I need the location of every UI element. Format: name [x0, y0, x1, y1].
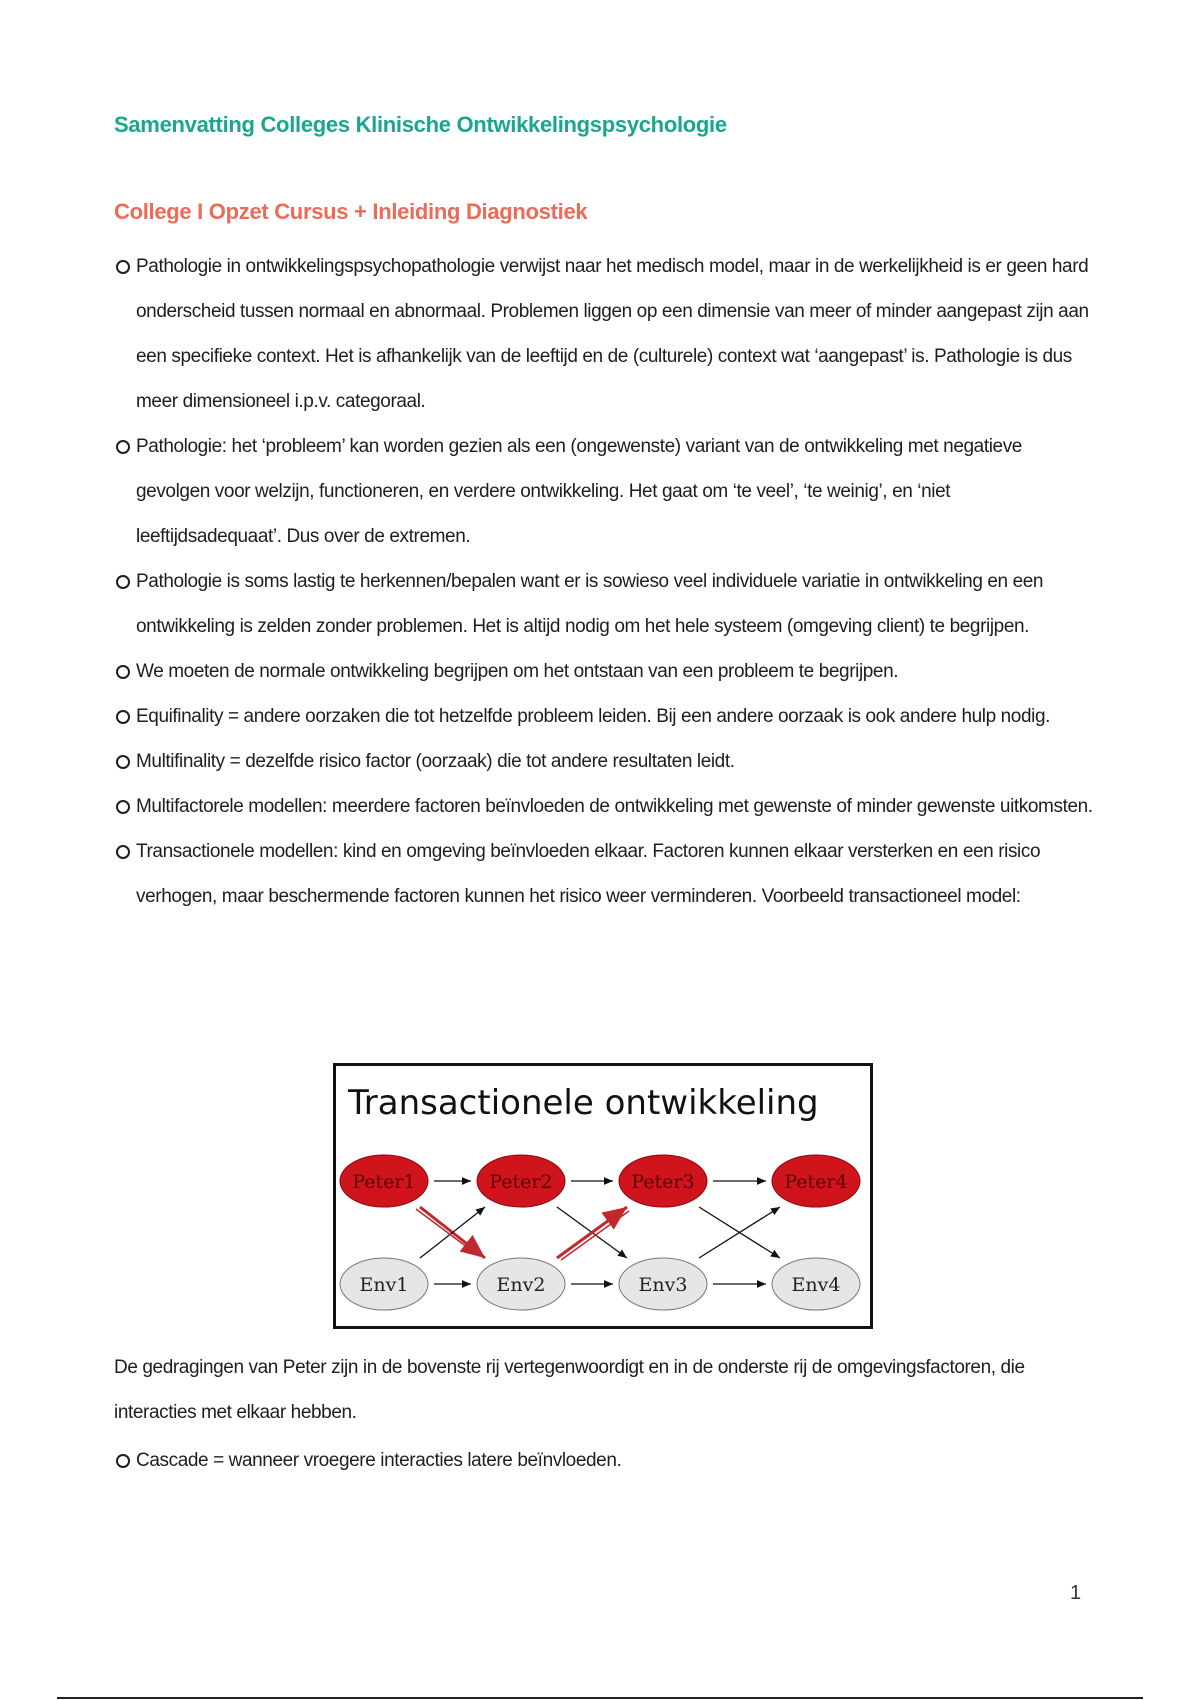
- cross-arrow-down-shadow: [416, 1209, 479, 1256]
- list-item-text: We moeten de normale ontwikkeling begrijpen om het ontstaan van een probleem te begrijpen.: [136, 661, 899, 682]
- circle-bullet-icon: [116, 710, 130, 724]
- list-item: [114, 694, 1094, 739]
- figure-title: Transactionele ontwikkeling: [348, 1083, 819, 1123]
- list-item-text: Cascade = wanneer vroegere interacties latere beïnvloeden.: [136, 1450, 622, 1471]
- peter-node-label: Peter3: [631, 1171, 695, 1193]
- list-item-text: Equifinality = andere oorzaken die tot hetzelfde probleem leiden. Bij een andere oorzaak is ook andere hulp nodig.: [136, 706, 1051, 727]
- env-node-label: Env3: [638, 1274, 688, 1296]
- circle-bullet-icon: [116, 665, 130, 679]
- list-item: [114, 829, 1094, 919]
- page-number: 1: [1070, 1582, 1082, 1604]
- list-item: [114, 244, 1094, 424]
- list-item-text: Multifactorele modellen: meerdere factoren beïnvloeden de ontwikkeling met gewenste of minder gewenste uitkomsten.: [136, 796, 1093, 817]
- transactional-diagram: [336, 1066, 870, 1326]
- list-item: [114, 559, 1094, 649]
- diagram-layer: [340, 1155, 860, 1310]
- circle-bullet-icon: [116, 1454, 130, 1468]
- bullet-list-continued: [114, 1438, 1094, 1483]
- circle-bullet-icon: [116, 440, 130, 454]
- list-item-text: Multifinality = dezelfde risico factor (oorzaak) die tot andere resultaten leidt.: [136, 751, 735, 772]
- peter-node-label: Peter4: [784, 1171, 848, 1193]
- list-item: [114, 1438, 1094, 1483]
- env-node-label: Env4: [791, 1274, 841, 1296]
- document-title: Samenvatting Colleges Klinische Ontwikkelingspsychologie: [114, 112, 727, 137]
- circle-bullet-icon: [116, 800, 130, 814]
- list-item-text: Pathologie: het ‘probleem’ kan worden gezien als een (ongewenste) variant van de ontwikkeling met negatieve gevolgen voor welzijn, functioneren, en verdere ontwikkeling. Het gaat om ‘te veel’, ‘te weinig’, en ‘niet leeftijdsadequaat’. Dus over de extremen.: [136, 436, 1022, 547]
- list-item: [114, 784, 1094, 829]
- list-item-text: Pathologie in ontwikkelingspsychopathologie verwijst naar het medisch model, maar in de werkelijkheid is er geen hard onderscheid tussen normaal en abnormaal. Problemen liggen op een dimensie van meer of minder aangepast zijn aan een specifieke context. Het is afhankelijk van de leeftijd en de (culturele) context wat ‘aangepast’ is. Pathologie is dus meer dimensioneel i.p.v. categoraal.: [136, 256, 1089, 412]
- list-item: [114, 739, 1094, 784]
- list-item-text: Transactionele modellen: kind en omgeving beïnvloeden elkaar. Factoren kunnen elkaar versterken en een risico verhogen, maar beschermende factoren kunnen het risico weer verminderen. Voorbeeld transactioneel model:: [136, 841, 1041, 907]
- bullet-list: [114, 244, 1094, 919]
- page-divider: [57, 1697, 1143, 1699]
- list-item: [114, 424, 1094, 559]
- circle-bullet-icon: [116, 755, 130, 769]
- circle-bullet-icon: [116, 845, 130, 859]
- section-heading: College I Opzet Cursus + Inleiding Diagnostiek: [114, 199, 588, 224]
- env-node-label: Env1: [359, 1274, 409, 1296]
- peter-node-label: Peter2: [489, 1171, 553, 1193]
- env-node-label: Env2: [496, 1274, 546, 1296]
- list-item: [114, 649, 1094, 694]
- figure-caption: De gedragingen van Peter zijn in de bovenste rij vertegenwoordigt en in de onderste rij de omgevingsfactoren, die interacties met elkaar hebben.: [114, 1357, 1025, 1423]
- circle-bullet-icon: [116, 260, 130, 274]
- transactional-model-figure: [333, 1063, 873, 1329]
- circle-bullet-icon: [116, 575, 130, 589]
- peter-node-label: Peter1: [352, 1171, 416, 1193]
- list-item-text: Pathologie is soms lastig te herkennen/bepalen want er is sowieso veel individuele variatie in ontwikkeling en een ontwikkeling is zelden zonder problemen. Het is altijd nodig om het hele systeem (omgeving client) te begrijpen.: [136, 571, 1044, 637]
